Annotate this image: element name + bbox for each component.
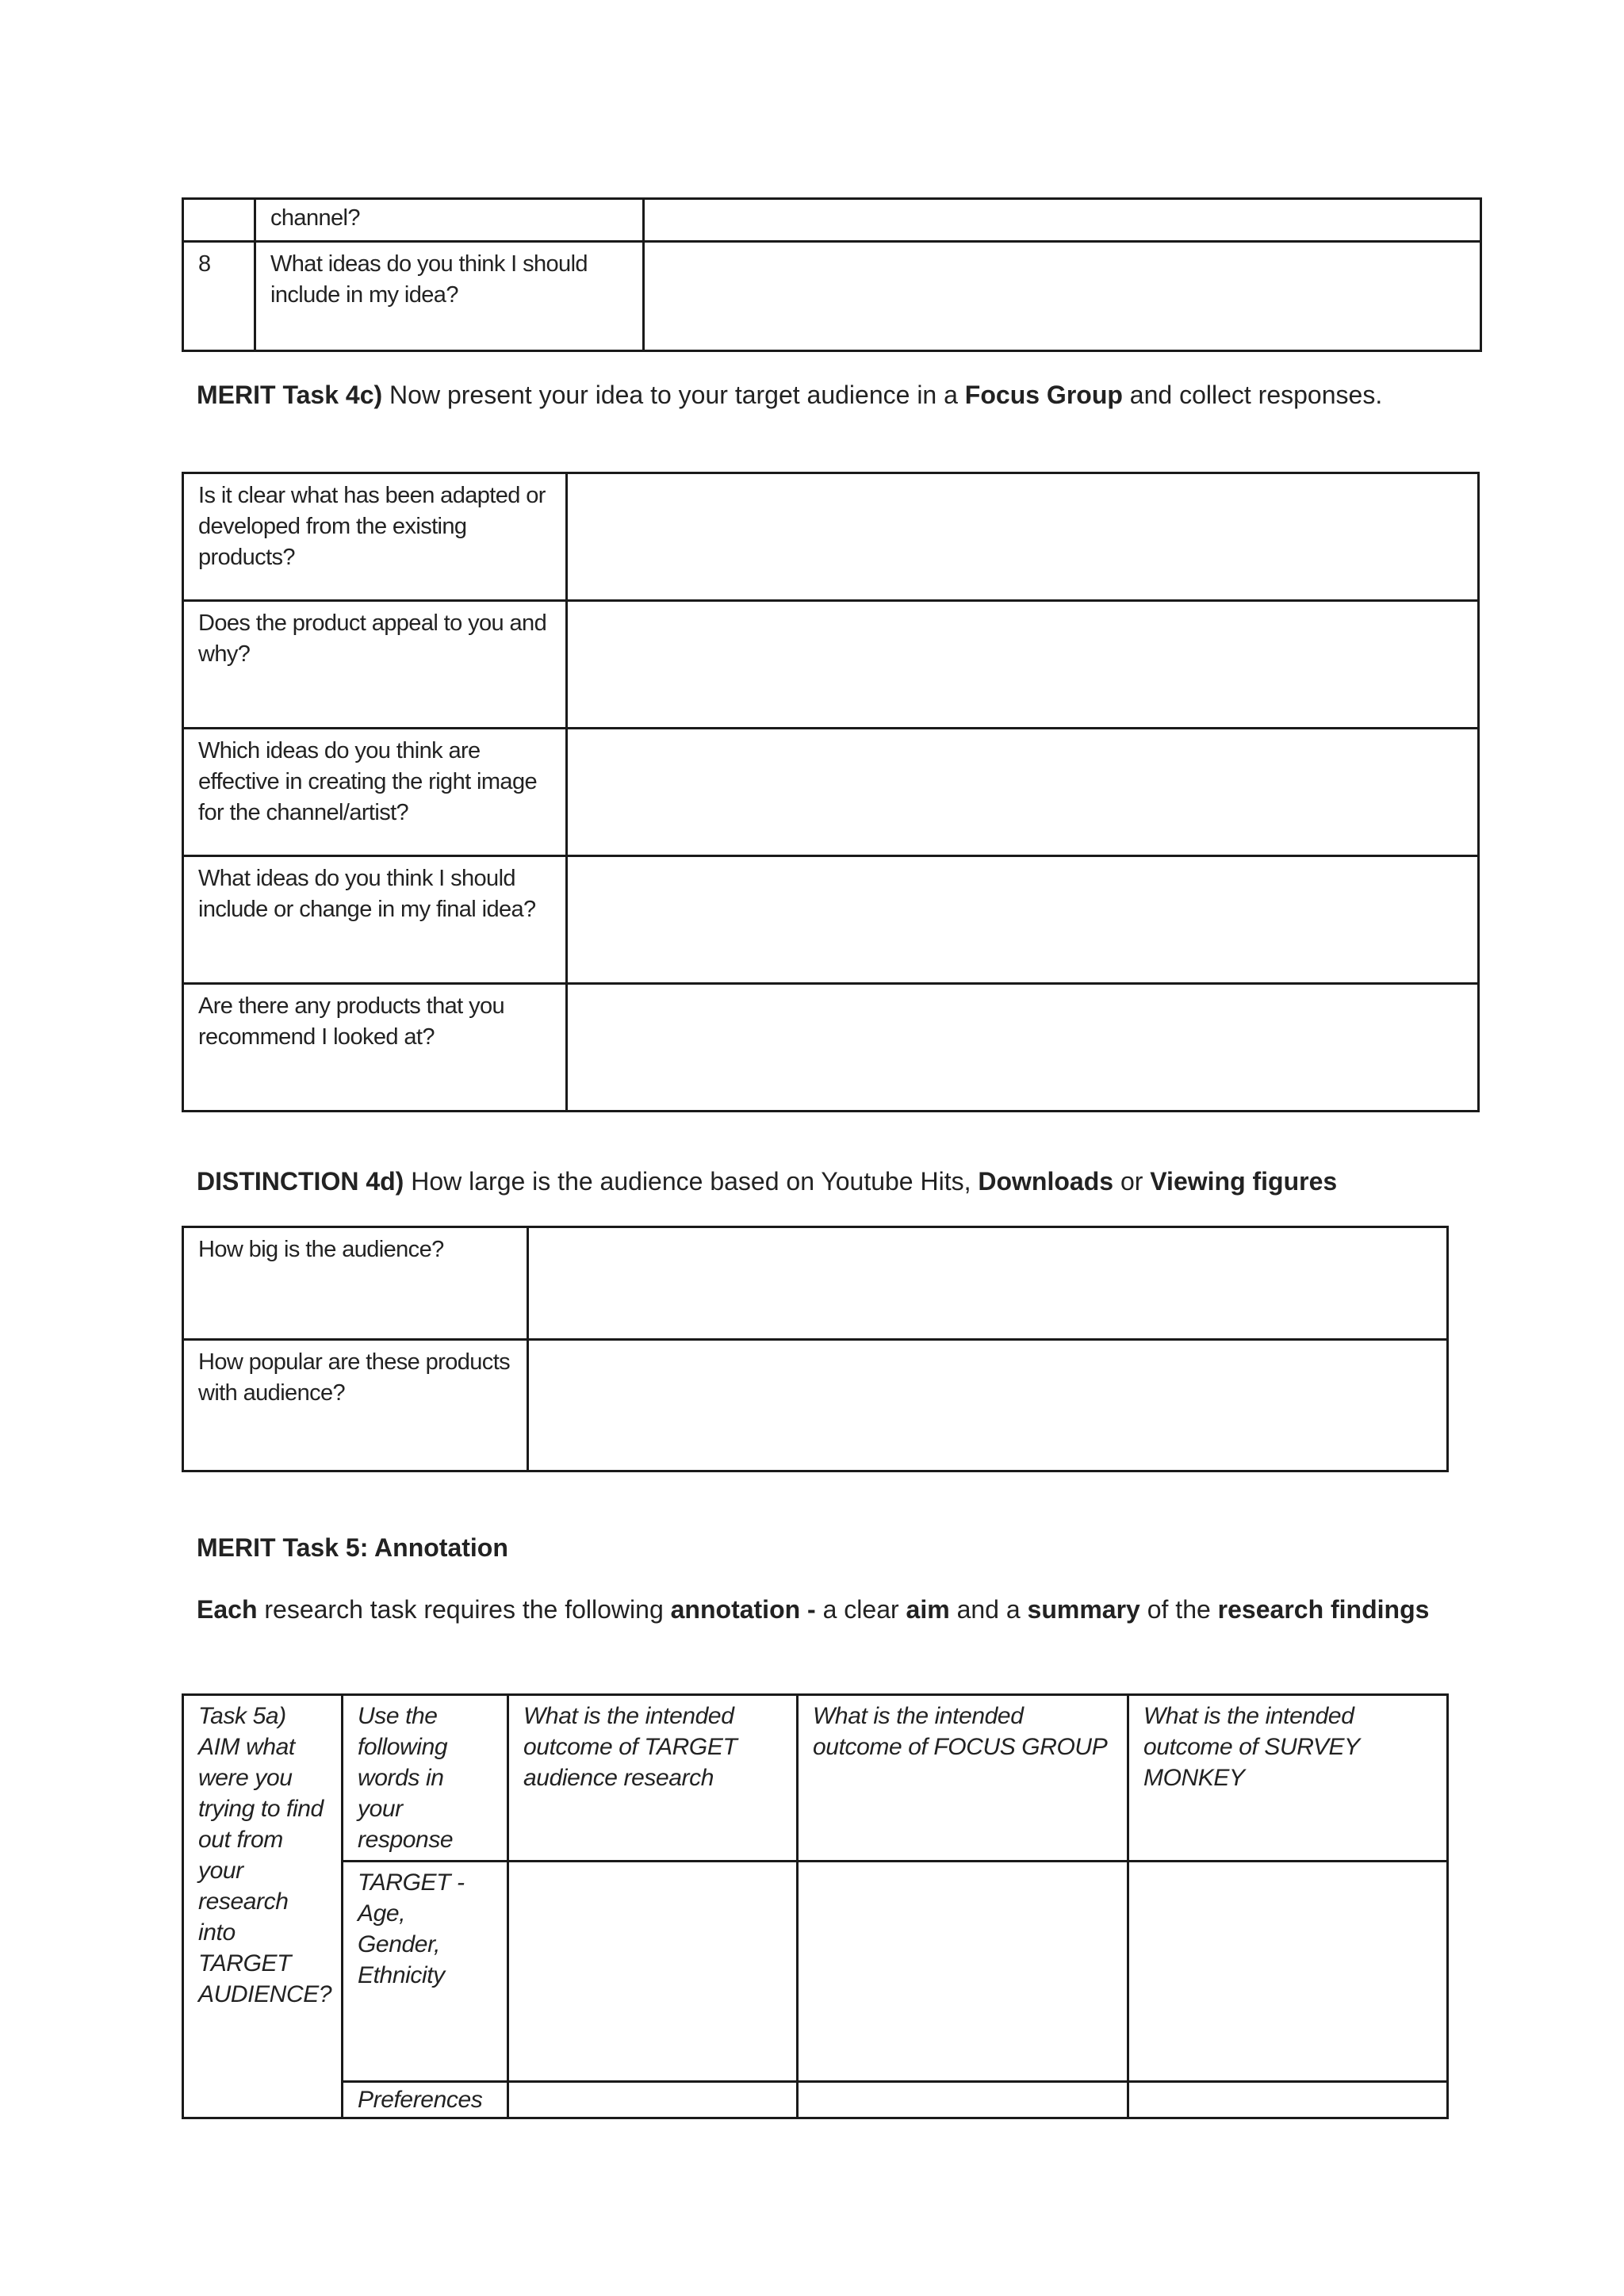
para-text: research task requires the following [257, 1595, 671, 1624]
task-4c-text-end: and collect responses. [1122, 381, 1383, 409]
answer-cell[interactable] [508, 1862, 798, 2082]
question-cell: channel? [255, 199, 644, 242]
question-cell: Does the product appeal to you and why? [183, 601, 567, 729]
task-4c-instruction [197, 379, 1434, 411]
answer-cell[interactable] [567, 729, 1479, 856]
task-4c-text: Now present your idea to your target audience in a [382, 381, 965, 409]
research-findings-term: research findings [1217, 1595, 1430, 1624]
or-text: or [1113, 1167, 1151, 1196]
words-header: Use the following words in your response [343, 1695, 508, 1862]
table-row [183, 242, 1481, 351]
para-text: and a [949, 1595, 1028, 1624]
table-row [183, 856, 1479, 984]
answer-cell[interactable] [567, 601, 1479, 729]
table-row [183, 1862, 1448, 2082]
annotation-term: annotation - [670, 1595, 816, 1624]
table-row [183, 2082, 1448, 2118]
answer-cell[interactable] [1128, 2082, 1448, 2118]
answer-cell[interactable] [644, 199, 1481, 242]
distinction-4d-text: How large is the audience based on Youtube Hits, [404, 1167, 979, 1196]
answer-cell[interactable] [567, 856, 1479, 984]
question-cell: Are there any products that you recommend I looked at? [183, 984, 567, 1112]
table-audience-size [182, 1226, 1449, 1472]
preferences-row-label: Preferences [343, 2082, 508, 2118]
aim-term: aim [906, 1595, 950, 1624]
survey-monkey-outcome-header: What is the intended outcome of SURVEY MONKEY [1128, 1695, 1448, 1862]
table-row [183, 473, 1479, 601]
summary-term: summary [1027, 1595, 1140, 1624]
aim-cell: Task 5a) AIM what were you trying to find out from your research into TARGET AUDIENCE? [183, 1695, 343, 2118]
focus-group-outcome-header: What is the intended outcome of FOCUS GROUP [798, 1695, 1128, 1862]
viewing-figures-term: Viewing figures [1150, 1167, 1338, 1196]
row-number [183, 199, 255, 242]
task-5-instruction [197, 1594, 1450, 1625]
question-cell: How big is the audience? [183, 1227, 528, 1340]
distinction-4d-label: DISTINCTION 4d) [197, 1167, 404, 1196]
table-top [182, 197, 1482, 352]
answer-cell[interactable] [798, 2082, 1128, 2118]
answer-cell[interactable] [508, 2082, 798, 2118]
table-row [183, 1227, 1448, 1340]
focus-group-term: Focus Group [964, 381, 1123, 409]
table-annotation [182, 1693, 1449, 2119]
answer-cell[interactable] [644, 242, 1481, 351]
answer-cell[interactable] [567, 473, 1479, 601]
table-focus-group [182, 472, 1480, 1112]
downloads-term: Downloads [978, 1167, 1114, 1196]
table-row [183, 984, 1479, 1112]
answer-cell[interactable] [528, 1340, 1448, 1471]
target-outcome-header: What is the intended outcome of TARGET audience research [508, 1695, 798, 1862]
answer-cell[interactable] [798, 1862, 1128, 2082]
target-row-label: TARGET - Age, Gender, Ethnicity [343, 1862, 508, 2082]
para-text: of the [1139, 1595, 1218, 1624]
table-row [183, 601, 1479, 729]
answer-cell[interactable] [567, 984, 1479, 1112]
question-cell: How popular are these products with audience? [183, 1340, 528, 1471]
answer-cell[interactable] [1128, 1862, 1448, 2082]
table-row [183, 1340, 1448, 1471]
distinction-4d-instruction [197, 1165, 1497, 1197]
row-number: 8 [183, 242, 255, 351]
question-cell: What ideas do you think I should include or change in my final idea? [183, 856, 567, 984]
answer-cell[interactable] [528, 1227, 1448, 1340]
task-4c-label: MERIT Task 4c) [197, 381, 383, 409]
para-text: a clear [815, 1595, 906, 1624]
question-cell: Which ideas do you think are effective in creating the right image for the channel/artist? [183, 729, 567, 856]
task-5-heading: MERIT Task 5: Annotation [197, 1533, 508, 1562]
question-cell: Is it clear what has been adapted or developed from the existing products? [183, 473, 567, 601]
table-header-row [183, 1695, 1448, 1862]
each-term: Each [197, 1595, 258, 1624]
question-cell: What ideas do you think I should include in my idea? [255, 242, 644, 351]
table-row [183, 729, 1479, 856]
table-row [183, 199, 1481, 242]
